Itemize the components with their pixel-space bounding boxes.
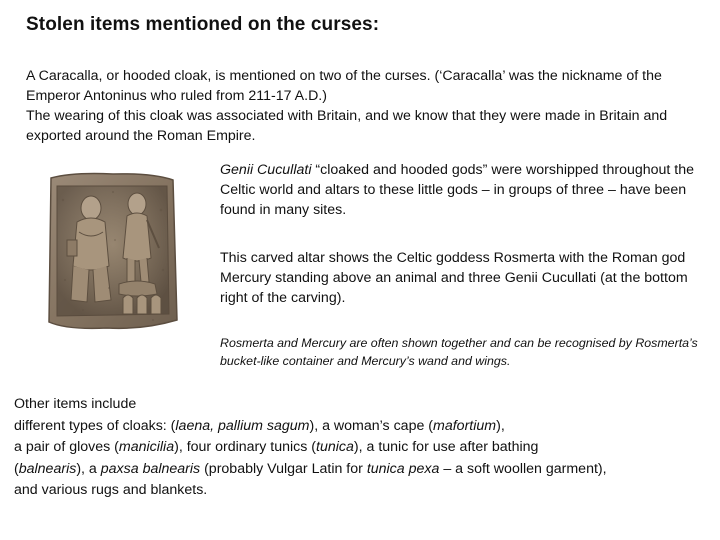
other-items-text <box>14 416 714 502</box>
page-title: Stolen items mentioned on the curses: <box>26 14 380 35</box>
other-text-segment: ), a woman’s cape ( <box>309 417 434 434</box>
other-text-segment: ), <box>496 417 505 434</box>
genii-cucullati-text: “cloaked and hooded gods” were worshipped throughout the Celtic world and altars to these little gods – in groups of three – have been found in many sites. <box>220 162 695 218</box>
other-text-segment: ), a <box>76 460 101 477</box>
altar-paragraph <box>220 248 700 308</box>
intro-line-britain: The wearing of this cloak was associated with Britain, and we know that they were made in Britain and exported around the Roman Empire. <box>26 108 668 144</box>
other-latin-term: mafortium <box>433 417 497 434</box>
other-text-segment: ( <box>14 460 19 477</box>
other-latin-term: manicilia <box>118 439 175 455</box>
other-text-segment: (probably Vulgar Latin for <box>200 460 367 477</box>
altar-text: This carved altar shows the Celtic goddess Rosmerta with the Roman god Mercury standing above an animal and three Genii Cucullati (at the bottom right of the carving). <box>220 250 688 306</box>
altar-carving-image <box>43 170 181 333</box>
other-items-heading: Other items include <box>14 396 137 412</box>
other-text-segment: ), four ordinary tunics ( <box>174 439 317 455</box>
intro-line-caracalla: A Caracalla, or hooded cloak, is mentioned on two of the curses. (‘Caracalla’ was the nickname of the Emperor Antoninus who ruled from 211-17 A.D.) <box>26 68 662 104</box>
other-text-segment: – a soft woollen garment), <box>439 460 607 477</box>
other-latin-term: balnearis <box>18 460 77 477</box>
other-latin-term: tunica <box>316 439 354 455</box>
altar-photo <box>43 170 181 333</box>
genii-cucullati-paragraph <box>220 160 700 220</box>
intro-paragraph <box>26 66 698 146</box>
other-text-segment: and various rugs and blankets. <box>14 482 208 498</box>
other-latin-term: tunica pexa <box>366 460 440 477</box>
other-items-section <box>14 394 714 502</box>
genii-cucullati-term: Genii Cucullati <box>220 162 312 178</box>
other-text-segment: ), a tunic for use after bathing <box>353 439 539 455</box>
other-text-segment: different types of cloaks: ( <box>14 417 176 434</box>
rosmerta-mercury-note <box>220 334 700 370</box>
italic-note: Rosmerta and Mercury are often shown together and can be recognised by Rosmerta’s bucket-like container and Mercury’s wand and wings. <box>220 336 698 368</box>
other-text-segment: a pair of gloves ( <box>14 439 119 455</box>
other-latin-term: laena, pallium sagum <box>175 417 310 434</box>
other-latin-term: paxsa balnearis <box>100 460 201 477</box>
